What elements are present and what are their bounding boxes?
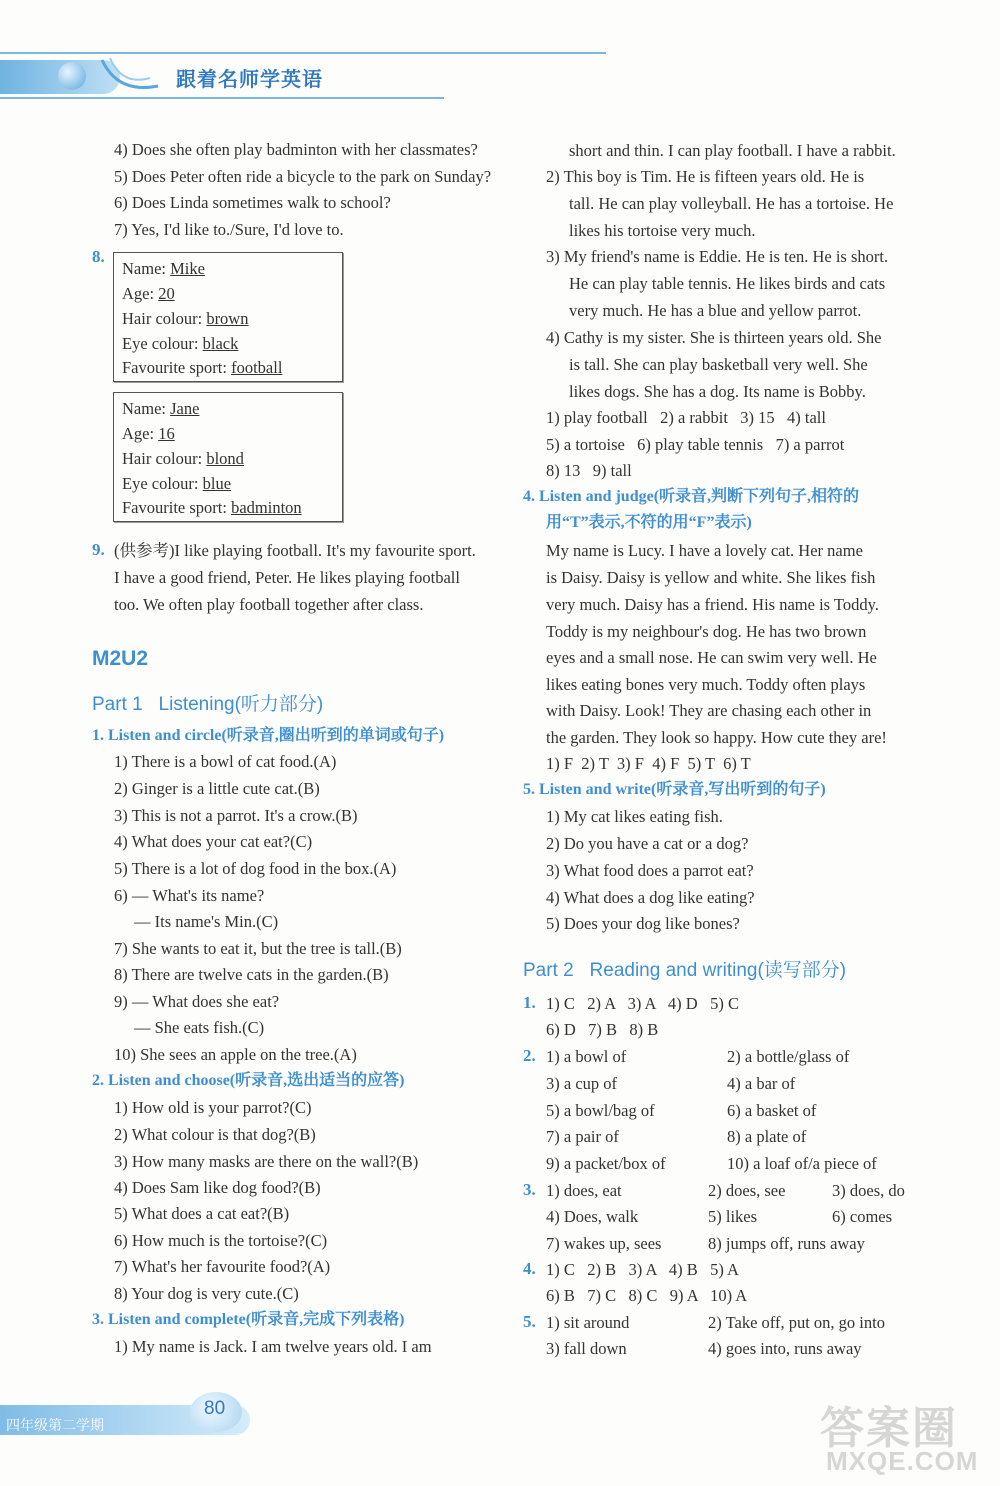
profile1-row-sport: Favourite sport: football <box>122 358 283 377</box>
profile2-row-hair: Hair colour: blond <box>122 449 244 468</box>
profile-box-jane <box>113 392 343 522</box>
profile-box-mike <box>113 252 343 382</box>
p2-q2-r3b: 6) a basket of <box>727 1101 817 1120</box>
s3-cont-2: 2) This boy is Tim. He is fifteen years old. He is <box>546 167 865 186</box>
s4-line-2: is Daisy. Daisy is yellow and white. She likes fish <box>546 568 876 587</box>
part2-title: Part 2 Reading and writing(读写部分) <box>523 960 847 981</box>
s1-line-10: 9) — What does she eat? <box>114 992 280 1011</box>
profile1-row-age: Age: 20 <box>122 284 175 303</box>
p2-q5-r1a: 1) sit around <box>546 1313 630 1332</box>
s4-line-6: likes eating bones very much. Toddy often plays <box>546 675 866 694</box>
p2-q3-r2b: 5) likes <box>708 1207 758 1226</box>
q9-line-3: too. We often play football together after class. <box>114 595 424 614</box>
s5-line-3: 3) What food does a parrot eat? <box>546 861 754 880</box>
p2-q4-line-2: 6) B 7) C 8) C 9) A 10) A <box>546 1286 748 1305</box>
s3-line-1: 1) My name is Jack. I am twelve years old. I am <box>114 1337 432 1356</box>
s4-line-4: Toddy is my neighbour's dog. He has two brown <box>546 622 867 641</box>
s4-line-3: very much. Daisy has a friend. His name is Toddy. <box>546 595 879 614</box>
s1-line-12: 10) She sees an apple on the tree.(A) <box>114 1045 357 1064</box>
s2-line-1: 1) How old is your parrot?(C) <box>114 1098 312 1117</box>
p2-q2-r1a: 1) a bowl of <box>546 1047 627 1066</box>
q7-line-4: 7) Yes, I'd like to./Sure, I'd love to. <box>114 220 344 239</box>
p2-q1-line-2: 6) D 7) B 8) B <box>546 1020 659 1039</box>
p2-q3-r2a: 4) Does, walk <box>546 1207 639 1226</box>
s3-title: 3. Listen and complete(听录音,完成下列表格) <box>92 1311 405 1328</box>
p2-q2-r2a: 3) a cup of <box>546 1074 618 1093</box>
s5-line-4: 4) What does a dog like eating? <box>546 888 755 907</box>
q8-number: 8. <box>92 247 105 266</box>
profile2-row-eye: Eye colour: blue <box>122 474 232 493</box>
s2-line-6: 6) How much is the tortoise?(C) <box>114 1231 328 1250</box>
s2-line-7: 7) What's her favourite food?(A) <box>114 1257 331 1276</box>
header-title: 跟着名师学英语 <box>176 67 323 91</box>
s3-cont-9: is tall. She can play basketball very well. She <box>569 355 868 374</box>
s3-cont-6: He can play table tennis. He likes birds and cats <box>569 274 886 293</box>
profile1-row-eye: Eye colour: black <box>122 334 239 353</box>
s1-line-3: 3) This is not a parrot. It's a crow.(B) <box>114 806 358 825</box>
p2-q2-r5a: 9) a packet/box of <box>546 1154 666 1173</box>
s4-title-1: 4. Listen and judge(听录音,判断下列句子,相符的 <box>523 488 860 505</box>
watermark-text-en: MXQE.COM <box>826 1446 979 1476</box>
p2-q3-r1a: 1) does, eat <box>546 1181 622 1200</box>
p2-q5-r2a: 3) fall down <box>546 1339 627 1358</box>
p2-q2-r4a: 7) a pair of <box>546 1127 619 1146</box>
s1-line-2: 2) Ginger is a little cute cat.(B) <box>114 779 320 798</box>
p2-q5-r1b: 2) Take off, put on, go into <box>708 1313 885 1332</box>
s2-line-3: 3) How many masks are there on the wall?(B) <box>114 1152 419 1171</box>
s3-cont-8: 4) Cathy is my sister. She is thirteen years old. She <box>546 328 882 347</box>
p2-q3-r3a: 7) wakes up, sees <box>546 1234 662 1253</box>
header-decoration-circle-icon <box>58 62 86 90</box>
s5-line-1: 1) My cat likes eating fish. <box>546 807 723 826</box>
s2-title: 2. Listen and choose(听录音,选出适当的应答) <box>92 1072 405 1089</box>
s5-line-5: 5) Does your dog like bones? <box>546 914 740 933</box>
s2-line-8: 8) Your dog is very cute.(C) <box>114 1284 299 1303</box>
s1-line-5: 5) There is a lot of dog food in the box.(A) <box>114 859 397 878</box>
s2-line-2: 2) What colour is that dog?(B) <box>114 1125 316 1144</box>
q7-line-2: 5) Does Peter often ride a bicycle to the park on Sunday? <box>114 167 492 186</box>
p2-q3-r1b: 2) does, see <box>708 1181 786 1200</box>
p2-q5-number: 5. <box>523 1312 536 1331</box>
s3-cont-4: likes his tortoise very much. <box>569 221 756 240</box>
s1-line-1: 1) There is a bowl of cat food.(A) <box>114 752 337 771</box>
q9-line-1: (供参考)I like playing football. It's my favourite sport. <box>114 541 476 560</box>
profile2-row-sport: Favourite sport: badminton <box>122 498 302 517</box>
p2-q4-line-1: 1) C 2) B 3) A 4) B 5) A <box>546 1260 739 1279</box>
p2-q2-r2b: 4) a bar of <box>727 1074 796 1093</box>
p2-q3-number: 3. <box>523 1180 536 1199</box>
profile2-row-name: Name: Jane <box>122 399 200 418</box>
footer-grade: 四年级第二学期 <box>6 1418 104 1434</box>
s4-line-5: eyes and a small nose. He can swim very well. He <box>546 648 877 667</box>
header-swoosh-icon <box>100 56 160 96</box>
p2-q4-number: 4. <box>523 1259 536 1278</box>
s3-cont-1: short and thin. I can play football. I have a rabbit. <box>569 141 896 160</box>
profile1-row-hair: Hair colour: brown <box>122 309 249 328</box>
p2-q5-r2b: 4) goes into, runs away <box>708 1339 862 1358</box>
s4-line-8: the garden. They look so happy. How cute they are! <box>546 728 887 747</box>
watermark-text-cn: 答案圈 <box>820 1403 958 1454</box>
q9-number: 9. <box>92 540 105 559</box>
p2-q2-r5b: 10) a loaf of/a piece of <box>727 1154 877 1173</box>
s4-line-7: with Daisy. Look! They are chasing each other in <box>546 701 872 720</box>
header-bottom-rule <box>0 97 444 99</box>
s1-line-8: 7) She wants to eat it, but the tree is tall.(B) <box>114 939 402 958</box>
s2-line-5: 5) What does a cat eat?(B) <box>114 1204 290 1223</box>
header-top-rule <box>0 52 606 54</box>
s4-title-2: 用“T”表示,不符的用“F”表示) <box>546 514 752 531</box>
unit-title: M2U2 <box>92 647 149 670</box>
part1-title: Part 1 Listening(听力部分) <box>92 694 324 715</box>
p2-q1-number: 1. <box>523 993 536 1012</box>
p2-q3-r1c: 3) does, do <box>832 1181 905 1200</box>
s5-title: 5. Listen and write(听录音,写出听到的句子) <box>523 781 826 798</box>
s3-answers-3: 8) 13 9) tall <box>546 461 632 480</box>
s4-line-1: My name is Lucy. I have a lovely cat. Her name <box>546 541 863 560</box>
p2-q3-r2c: 6) comes <box>832 1207 893 1226</box>
p2-q2-number: 2. <box>523 1046 536 1065</box>
s3-cont-10: likes dogs. She has a dog. Its name is Bobby. <box>569 382 866 401</box>
footer-page-number: 80 <box>204 1398 226 1419</box>
s3-cont-7: very much. He has a blue and yellow parrot. <box>569 301 862 320</box>
s1-line-9: 8) There are twelve cats in the garden.(B) <box>114 965 389 984</box>
q7-line-3: 6) Does Linda sometimes walk to school? <box>114 193 391 212</box>
p2-q3-r3b: 8) jumps off, runs away <box>708 1234 865 1253</box>
s2-line-4: 4) Does Sam like dog food?(B) <box>114 1178 321 1197</box>
p2-q2-r1b: 2) a bottle/glass of <box>727 1047 850 1066</box>
s3-cont-5: 3) My friend's name is Eddie. He is ten. He is short. <box>546 247 889 266</box>
s3-cont-3: tall. He can play volleyball. He has a tortoise. He <box>569 194 894 213</box>
profile2-row-age: Age: 16 <box>122 424 175 443</box>
s5-line-2: 2) Do you have a cat or a dog? <box>546 834 749 853</box>
s1-line-4: 4) What does your cat eat?(C) <box>114 832 313 851</box>
s1-line-11: — She eats fish.(C) <box>134 1018 265 1037</box>
p2-q2-r4b: 8) a plate of <box>727 1127 807 1146</box>
s4-answers: 1) F 2) T 3) F 4) F 5) T 6) T <box>546 754 751 773</box>
p2-q2-r3a: 5) a bowl/bag of <box>546 1101 655 1120</box>
s1-line-6: 6) — What's its name? <box>114 886 265 905</box>
profile1-row-name: Name: Mike <box>122 259 205 278</box>
s1-title: 1. Listen and circle(听录音,圈出听到的单词或句子) <box>92 727 445 744</box>
s3-answers-2: 5) a tortoise 6) play table tennis 7) a parrot <box>546 435 845 454</box>
s3-answers-1: 1) play football 2) a rabbit 3) 15 4) tall <box>546 408 826 427</box>
s1-line-7: — Its name's Min.(C) <box>134 912 279 931</box>
p2-q1-line-1: 1) C 2) A 3) A 4) D 5) C <box>546 994 739 1013</box>
q7-line-1: 4) Does she often play badminton with her classmates? <box>114 140 478 159</box>
q9-line-2: I have a good friend, Peter. He likes playing football <box>114 568 460 587</box>
